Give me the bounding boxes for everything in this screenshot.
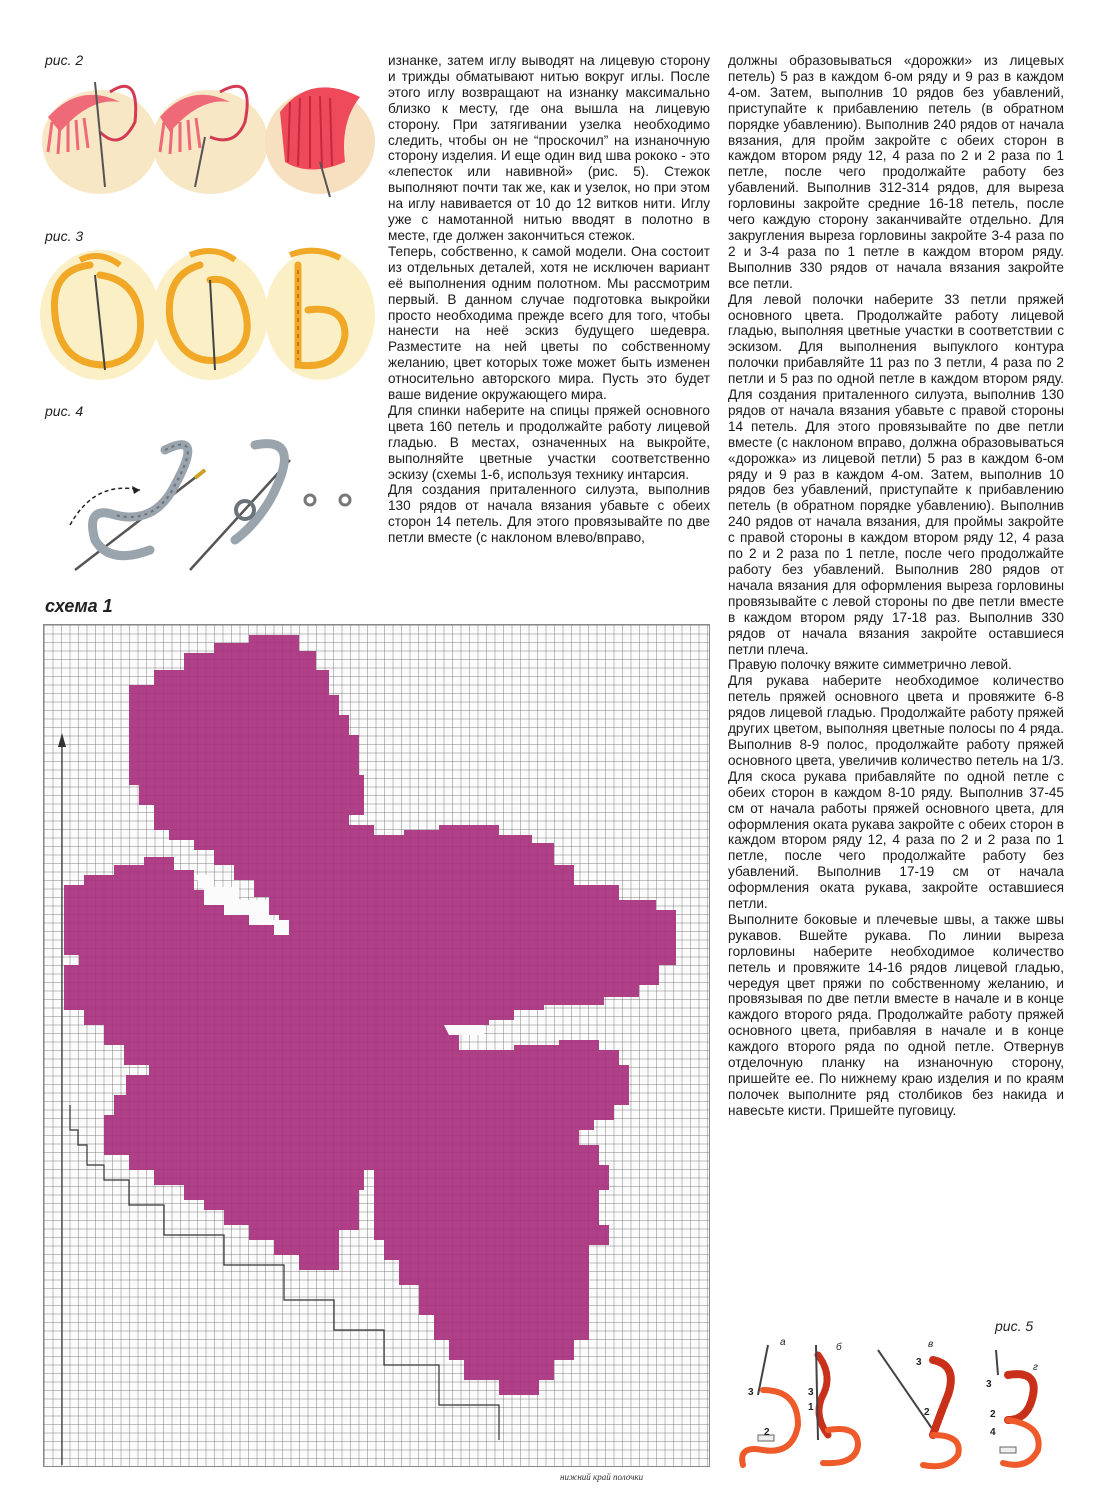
paragraph: Выполните боковые и плечевые швы, а также швы рукавов. Вшейте рукава. По линии выреза горловины наберите необходимое количество петель и провяжите 14-16 рядов лицевой гладью, чередуя цвет пряжи по собственному желанию, и провязывая по две петли вместе в начале и в конце каждого второго ряда. Продолжайте работу пряжей основного цвета, прибавляя в начале и в конце каждого второго ряда по одной петле. Отвернув отделочную планку на изнаночную сторону, пришейте ее. По нижнему краю изделия и по краям полочек выполните ряд столбиков без накида и навесьте кисти. Пришейте пуговицу.: [728, 911, 1064, 1118]
fig5-num-2v: 2: [924, 1407, 930, 1418]
knitting-chart-motif: [44, 625, 709, 1466]
fig5-illustration: [728, 1335, 1068, 1475]
paragraph: Для спинки наберите на спицы пряжей основного цвета 160 петель и продолжайте работу лицевой гладью. В местах, означенных на выкройте, выполняйте цветные участки соответственно эскизу (схемы 1-6, используя технику интарсия.: [388, 402, 710, 482]
fig5-label-b: б: [836, 1342, 842, 1353]
fig5-label-a: а: [780, 1337, 786, 1348]
paragraph: Для левой полочки наберите 33 петли пряжей основного цвета. Продолжайте работу лицевой гладью, выполняя цветные участки в соответствии с эскизом. Для выполнения выпуклого контура полочки прибавляйте 11 раз по 3 петли, 4 раза по 2 петли и 5 раз по одной петле в каждом втором ряду. Для создания приталенного силуэта, выполнив 130 рядов от начала вязания убавьте с правой стороны 14 петель. Для этого провязывайте по две петли вместе (с наклоном вправо, должна образовываться «дорожка» из лицевой петли) 5 раз в каждом 6-ом ряду и 9 раз в каждом 4-ом. Затем, выполнив 10 рядов без убавлений, приступайте к прибавлению петель (в обратном порядке убавлению). Выполнив 240 рядов от начала вязания, для проймы закройте с правой стороны в каждом втором ряду 12, 4 раза по 2 и 2 раза по 1 петле, после чего продолжайте работу без убавлений. Выполнив 280 рядов от начала вязания для оформления выреза горловины провязывайте с левой стороны по две петли вместе в каждом втором ряду 17-18 раз. Выполнив 330 рядов от начала вязания закройте оставшиеся петли плеча.: [728, 291, 1064, 657]
paragraph: Для рукава наберите необходимое количество петель пряжей основного цвета и провяжите 6-8 рядов лицевой гладью. Продолжайте работу пряжей других цветом, выполняя цветные полосы по 4 ряда. Выполнив 8-9 полос, продолжайте работу пряжей основного цвета, увеличив количество петель на 1/3. Для скоса рукава прибавляйте по одной петле с обеих сторон в каждом 8-10 ряду. Выполнив 37-45 см от начала работы пряжей основного цвета, для оформления оката рукава закройте с обеих сторон в каждом втором ряду 12, 4 раза по 2 и 2 раза по 1 петле, после чего продолжайте работу без убавлений. Выполнив 17-19 см от начала оформления оката рукава, закройте оставшиеся петли.: [728, 673, 1064, 912]
knitting-chart-grid: [43, 624, 710, 1467]
fig5-num-3v: 3: [916, 1357, 922, 1368]
fig5-label-g: г: [1033, 1362, 1038, 1373]
fig5-num-3g: 3: [986, 1379, 992, 1390]
fig5-num-4g: 4: [990, 1427, 996, 1438]
fig5-caption: рис. 5: [995, 1318, 1034, 1334]
fig4-illustration: [55, 430, 370, 580]
paragraph: Для создания приталенного силуэта, выполнив 130 рядов от начала вязания убавьте с обеих сторон 14 петель. Для этого провязывайте по две петли вместе (с наклоном влево/вправо,: [388, 482, 710, 546]
fig2-illustration: [40, 62, 375, 202]
fig4-caption: рис. 4: [45, 403, 84, 419]
fig5-num-3b: 3: [808, 1387, 814, 1398]
paragraph: Правую полочку вяжите симметрично левой.: [728, 657, 1012, 673]
fig5-num-2a: 2: [764, 1427, 770, 1438]
fig2-caption: рис. 2: [45, 52, 84, 68]
fig5-label-v: в: [928, 1339, 934, 1350]
text-column-right: [728, 53, 1064, 1119]
schema-title: схема 1: [45, 596, 113, 616]
fig5-num-1b: 1: [808, 1402, 814, 1413]
paragraph: изнанке, затем иглу выводят на лицевую сторону и трижды обматывают нитью вокруг иглы. После этого иглу возвращают на изнанку максимально близко к месту, где она вышла на лицевую сторону. При затягивании узелка необходимо следить, чтобы он не “проскочил” на изнаночную сторону изделия. И еще один вид шва рококо - это «лепесток или навивной» (рис. 5). Стежок выполняют почти так же, как и узелок, но при этом на иглу навивается от 10 до 12 витков нити. Иглу уже с намотанной нитью вводят в полотно в месте, где должен закончиться стежок.: [388, 53, 710, 243]
chart-bottom-label: нижний край полочки: [560, 1472, 644, 1482]
paragraph: должны образовываться «дорожки» из лицевых петель) 5 раз в каждом 6-ом ряду и 9 раз в каждом 4-ом. Затем, выполнив 10 рядов без убавлений, приступайте к прибавлению петель (в обратном порядке убавлению). Выполнив 240 рядов от начала вязания, для пройм закройте с обеих сторон в каждом втором ряду 12, 4 раза по 2 и 2 раза по 1 петле, после чего продолжайте работу без убавлений. Выполнив 312-314 рядов, для выреза горловины закройте средние 16-18 петель, после чего каждую сторону заканчивайте отдельно. Для закругления выреза горловины закройте 3-4 раза по 2 и 3-4 раза по 1 петле в каждом втором ряду. Выполнив 330 рядов от начала вязания закройте все петли.: [728, 53, 1064, 291]
fig3-caption: рис. 3: [45, 228, 84, 244]
paragraph: Теперь, собственно, к самой модели. Она состоит из отдельных деталей, хотя не исключен вариант её выполнения одним полотном. Мы рассмотрим первый. В данном случае подготовка выкройки просто необходима прежде всего для того, чтобы нанести на неё эскиз будущего шедевра. Разместите на ней цветы по собственному желанию, цвет которых тоже может быть изменен относительно авторского мира. Пусть это будет ваше видение окружающего мира.: [388, 243, 710, 403]
fig3-illustration: [40, 240, 375, 390]
fig5-num-2g: 2: [990, 1409, 996, 1420]
text-column-middle: [388, 53, 710, 546]
fig5-num-3a: 3: [748, 1387, 754, 1398]
